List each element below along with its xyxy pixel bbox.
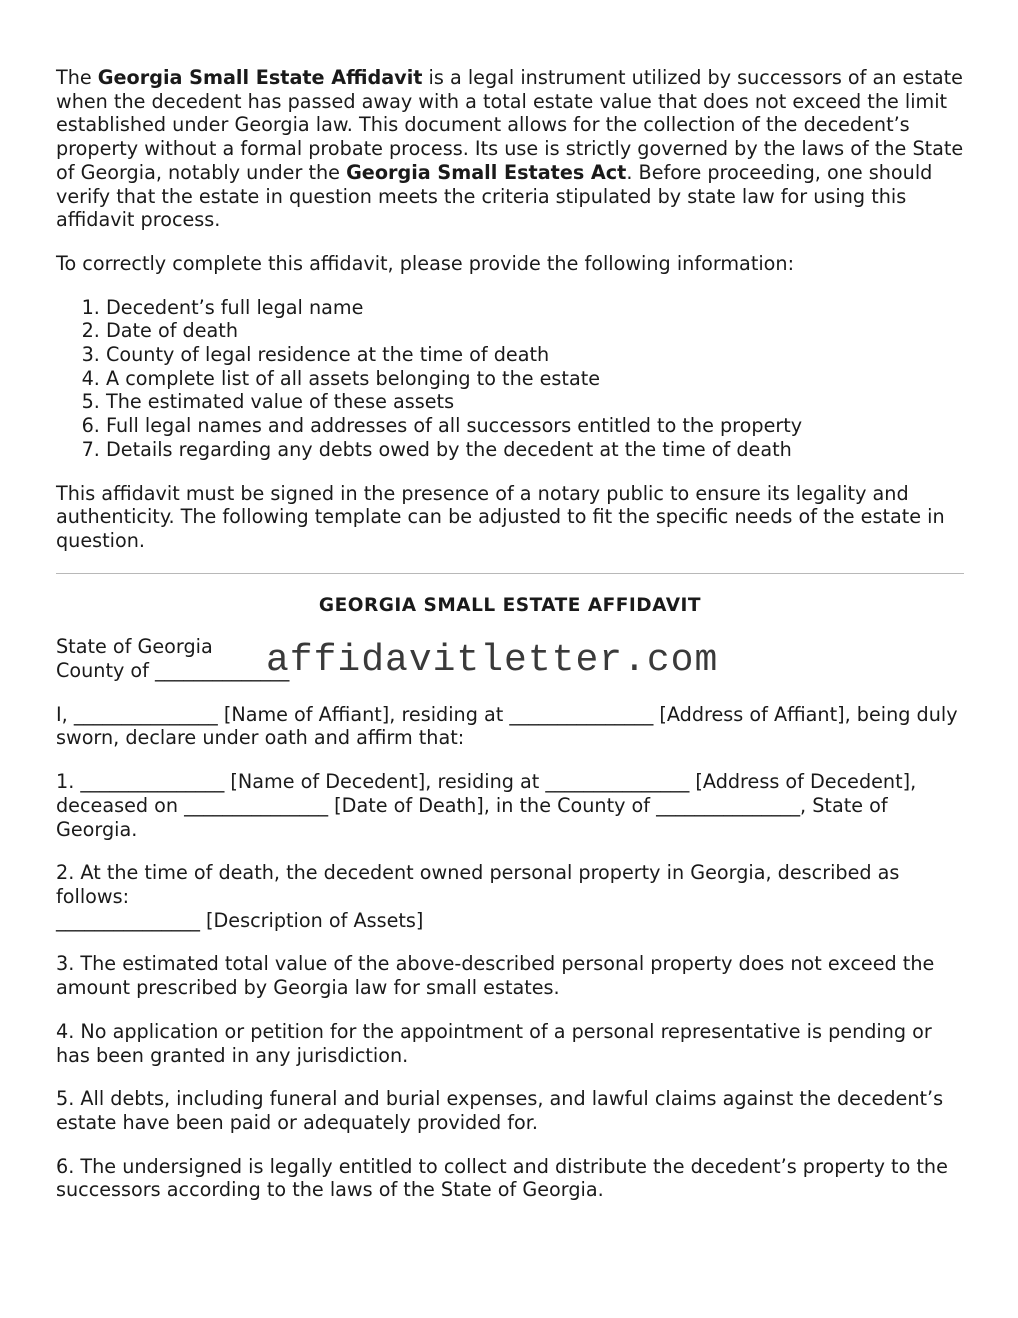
state-line: State of Georgia	[56, 635, 213, 659]
instructions-paragraph: To correctly complete this affidavit, please provide the following information:	[56, 251, 795, 275]
act-name-bold: Georgia Small Estates Act	[346, 160, 627, 184]
clause-3: 3. The estimated total value of the above-described personal property does not exceed the amount prescribed by Georgia law for small estates.	[56, 952, 935, 1000]
document-body	[56, 66, 964, 1222]
clause-5: 5. All debts, including funeral and burial expenses, and lawful claims against the decedent’s estate have been paid or adequately provided for.	[56, 1087, 944, 1134]
affiant-paragraph: I, _______________ [Name of Affiant], residing at _______________ [Address of Affiant], being duly sworn, declare under oath and affirm that:	[56, 702, 958, 750]
clause-1: 1. _______________ [Name of Decedent], residing at _______________ [Address of Decedent], deceased on _______________ [Date of Death], in the County of _______________, State of Georgia.	[56, 770, 917, 841]
county-line: County of ______________	[56, 659, 290, 683]
list-item: 1. Decedent’s full legal name	[106, 296, 964, 320]
notary-paragraph: This affidavit must be signed in the presence of a notary public to ensure its legality and authenticity. The following template can be adjusted to fit the specific needs of the estate in question.	[56, 481, 945, 552]
list-item: 2. Date of death	[106, 319, 964, 343]
clause-4: 4. No application or petition for the appointment of a personal representative is pending or has been granted in any jurisdiction.	[56, 1019, 932, 1067]
required-info-list	[56, 296, 964, 462]
section-divider	[56, 573, 964, 574]
list-item: 5. The estimated value of these assets	[106, 390, 964, 414]
list-item: 4. A complete list of all assets belonging to the estate	[106, 367, 964, 391]
form-title: GEORGIA SMALL ESTATE AFFIDAVIT	[318, 594, 702, 616]
list-item: 7. Details regarding any debts owed by the decedent at the time of death	[106, 438, 964, 462]
list-item: 6. Full legal names and addresses of all successors entitled to the property	[106, 414, 964, 438]
watermark-text: affidavitletter.com	[266, 639, 719, 683]
assets-line: _______________ [Description of Assets]	[56, 908, 424, 932]
intro-paragraph: The Georgia Small Estate Affidavit is a legal instrument utilized by successors of an estate when the decedent has passed away with a total estate value that does not exceed the limit established under Georgia law. This document allows for the collection of the decedent’s property without a formal probate process. Its use is strictly governed by the laws of the State of Georgia, notably under the Georgia Small Estates Act. Before proceeding, one should verify that the estate in question meets the criteria stipulated by state law for using this affidavit process.	[56, 66, 964, 232]
doc-name-bold: Georgia Small Estate Affidavit	[97, 66, 423, 89]
venue-block	[56, 635, 964, 682]
clause-2: 2. At the time of death, the decedent owned personal property in Georgia, described as follows: _______________ [Description of Assets]	[56, 861, 964, 932]
list-item: 3. County of legal residence at the time of death	[106, 343, 964, 367]
clause-6: 6. The undersigned is legally entitled to collect and distribute the decedent’s property to the successors according to the laws of the State of Georgia.	[56, 1154, 948, 1202]
